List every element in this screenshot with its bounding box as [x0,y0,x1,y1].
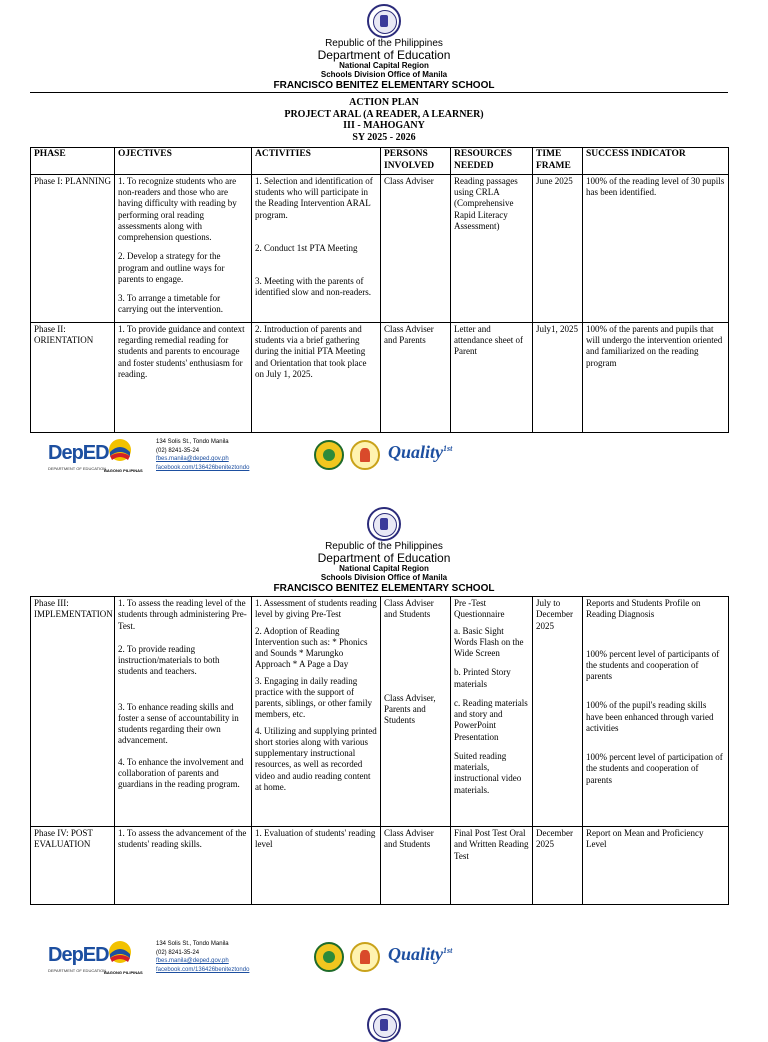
title-line-2: PROJECT ARAL (A READER, A LEARNER) [284,108,484,120]
header-success: SUCCESS INDICATOR [583,148,729,175]
persons-cell: Class Adviser and Parents [381,322,451,432]
resources-cell: Final Post Test Oral and Written Reading Test [451,827,533,905]
department-label: Department of Education [317,48,451,62]
footer-facebook-link[interactable]: facebook.com/136426beniteztondo [156,967,250,974]
phase-cell: Phase II: ORIENTATION [31,322,115,432]
success-cell: 100% of the parents and pupils that will undergo the intervention oriented and familiarized on the reading program [583,322,729,432]
resources-cell: Letter and attendance sheet of Parent [451,322,533,432]
persons-cell [381,597,451,827]
success-item: 100% percent level of participants of the students and cooperation of parents [586,648,720,681]
school-seal-icon [314,942,344,972]
person-item: Class Adviser, Parents and Students [384,692,436,725]
resource-item: b. Printed Story materials [454,667,511,689]
objective-item: 1. To assess the reading level of the students through administering Pre-Test. [118,598,247,631]
footer-email-link[interactable]: fbes.manila@deped.gov.ph [156,456,229,463]
person-item: Class Adviser and Students [384,598,434,620]
footer-contact [156,940,249,975]
footer-phone: (02) 8241-35-24 [156,447,200,454]
republic-label: Republic of the Philippines [325,38,443,49]
action-plan-table-2 [30,596,729,905]
resource-item: c. Reading materials and story and PowerPoint Presentation [454,697,528,742]
objectives-cell: 1. To provide guidance and context regarding remedial reading for students and parents to encourage and foster students' enthusiasm for reading. [115,322,252,432]
header-objectives: OJECTIVES [115,148,252,175]
republic-label: Republic of the Philippines [325,541,443,552]
table-row [31,597,729,827]
header-divider [30,92,728,93]
table-row [31,827,729,905]
deped-logo-icon: DepED [48,442,109,464]
phase-cell: Phase III: IMPLEMENTATION [31,597,115,827]
deped-sub-label: DEPARTMENT OF EDUCATION [48,466,107,471]
success-cell [583,597,729,827]
objective-item: 2. To provide reading instruction/materials to both students and teachers. [118,643,220,677]
activities-cell [252,174,381,322]
deped-seal-icon [367,1008,401,1042]
division-label: Schools Division Office of Manila [320,572,448,582]
activities-cell [252,597,381,827]
school-name: FRANCISCO BENITEZ ELEMENTARY SCHOOL [273,79,495,91]
bagong-pilipinas-logo-icon [108,438,132,466]
objective-item: 2. Develop a strategy for the program and outline ways for parents to engage. [118,251,225,284]
resource-item: a. Basic Sight Words Flash on the Wide Screen [454,625,524,658]
footer-address: 134 Solis St., Tondo Manila [156,439,229,445]
phase-cell: Phase I: PLANNING [31,174,115,322]
objective-item: 1. To recognize students who are non-readers and those who are having difficulty with reading by performing oral reading assessments along with comprehension questions. [118,175,237,242]
quality-first-logo-icon: Quality$^{1st}$ [388,944,453,964]
footer-email-link[interactable]: fbes.manila@deped.gov.ph [156,958,229,965]
bagong-pilipinas-label: BAGONG PILIPINAS [104,468,143,473]
title-line-1: ACTION PLAN [349,97,419,108]
objective-item: 4. To enhance the involvement and collaboration of parents and guardians in the reading program. [118,756,244,789]
footer-facebook-link[interactable]: facebook.com/136426beniteztondo [156,465,250,472]
time-cell: July to December 2025 [533,597,583,827]
region-label: National Capital Region [339,564,429,574]
activities-cell: 2. Introduction of parents and students via a brief gathering during the initial PTA Meeting and Orientation that took place on July 1, 2025. [252,322,381,432]
division-seal-icon [350,942,380,972]
success-item: 100% percent level of participation of the students and cooperation of parents [586,752,723,785]
page1-footer [0,438,768,478]
region-label: National Capital Region [339,61,429,71]
title-line-3: III - MAHOGANY [343,120,425,131]
activity-item: 3. Meeting with the parents of identified slow and non-readers. [255,276,371,298]
school-name: FRANCISCO BENITEZ ELEMENTARY SCHOOL [273,582,495,594]
persons-cell: Class Adviser and Students [381,827,451,905]
activity-item: 1. Selection and identification of students who will participate in the Reading Intervention ARAL program. [255,175,373,220]
success-cell: Report on Mean and Proficiency Level [583,827,729,905]
persons-cell: Class Adviser [381,174,451,322]
page2-letterhead [0,541,768,594]
deped-logo-icon: DepED [48,944,109,966]
objectives-cell [115,597,252,827]
header-phase: PHASE [31,148,115,175]
resource-item: Pre -Test Questionnaire [454,598,505,620]
resources-cell: Reading passages using CRLA (Comprehensive Rapid Literacy Assessment) [451,174,533,322]
division-seal-icon [350,440,380,470]
phase-cell: Phase IV: POST EVALUATION [31,827,115,905]
department-label: Department of Education [317,551,451,565]
footer-phone: (02) 8241-35-24 [156,949,200,956]
success-item: Reports and Students Profile on Reading Diagnosis [586,598,701,620]
deped-seal-icon [367,4,401,38]
bagong-pilipinas-label: BAGONG PILIPINAS [104,970,143,975]
time-cell: December 2025 [533,827,583,905]
action-plan-table-1 [30,147,729,433]
objective-item: 3. To enhance reading skills and foster a sense of accountability in students regarding their own advancement. [118,701,239,746]
objectives-cell: 1. To assess the advancement of the students' reading skills. [115,827,252,905]
table-header-row [31,148,729,175]
resource-item: Suited reading materials, instructional video materials. [454,750,522,795]
header-time: TIME FRAME [533,148,583,175]
school-seal-icon [314,440,344,470]
page2-footer [0,940,768,980]
page1-letterhead [0,38,768,91]
footer-contact [156,438,249,473]
time-cell: July1, 2025 [533,322,583,432]
header-persons: PERSONS INVOLVED [381,148,451,175]
objectives-cell [115,174,252,322]
success-cell: 100% of the reading level of 30 pupils has been identified. [583,174,729,322]
activity-item: 2. Conduct 1st PTA Meeting [255,242,358,253]
activity-item: 1. Assessment of students reading level by giving Pre-Test [255,598,377,620]
objective-item: 3. To arrange a timetable for carrying out the intervention. [118,293,223,315]
quality-first-logo-icon: Quality$^{1st}$ [388,442,453,462]
success-item: 100% of the pupil's reading skills have been enhanced through varied activities [586,700,714,733]
activities-cell: 1. Evaluation of students' reading level [252,827,381,905]
activity-item: 3. Engaging in daily reading practice with the support of parents, siblings, or other family members, etc. [255,675,372,720]
division-label: Schools Division Office of Manila [320,69,448,79]
deped-sub-label: DEPARTMENT OF EDUCATION [48,968,107,973]
bagong-pilipinas-logo-icon [108,940,132,968]
header-resources: RESOURCES NEEDED [451,148,533,175]
title-line-4: SY 2025 - 2026 [352,131,416,143]
activity-item: 2. Adoption of Reading Intervention such as: * Phonics and Sounds * Marungko Approach * A Page a Day [255,625,368,670]
table-row [31,174,729,322]
header-activities: ACTIVITIES [252,148,381,175]
resources-cell [451,597,533,827]
deped-seal-icon [367,507,401,541]
table-row [31,322,729,432]
action-plan-title [0,97,768,143]
time-cell: June 2025 [533,174,583,322]
footer-address: 134 Solis St., Tondo Manila [156,941,229,947]
activity-item: 4. Utilizing and supplying printed short stories along with various supplementary instructional resources, as well as recorded video and audio reading content at home. [255,725,377,792]
